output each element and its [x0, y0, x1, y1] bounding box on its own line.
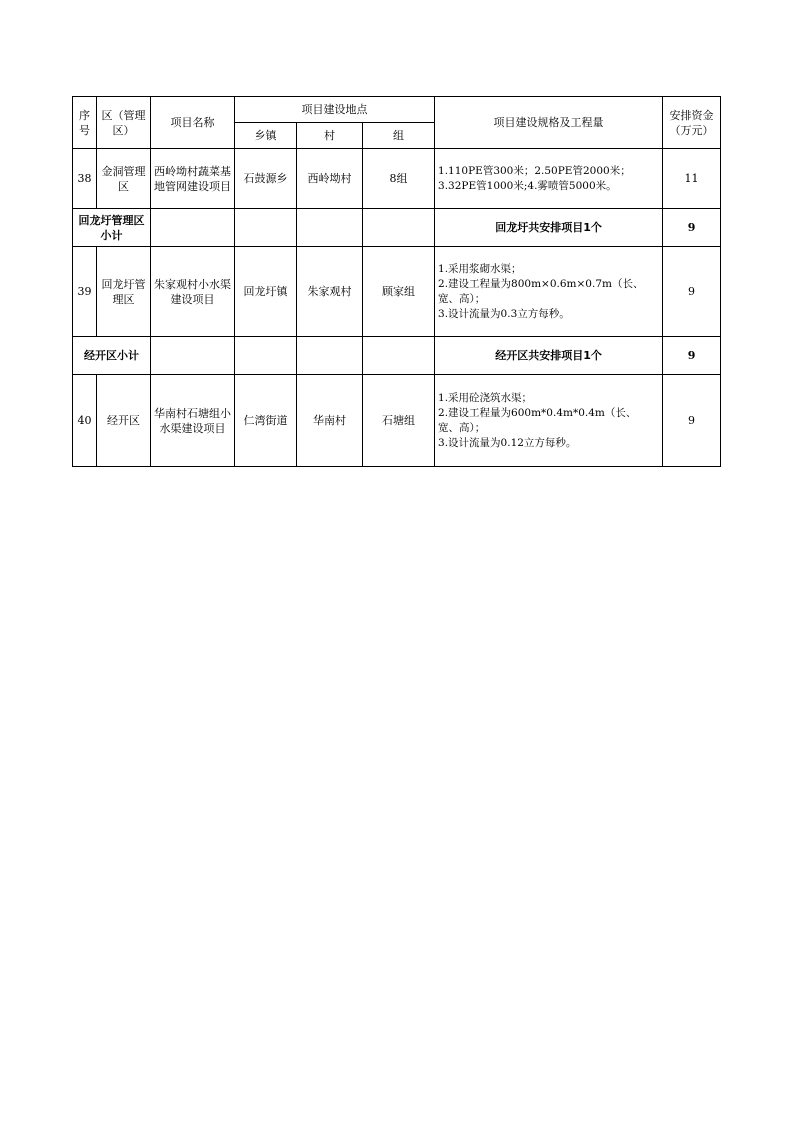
empty-cell — [363, 209, 435, 247]
spec-line: 3.设计流量为0.3立方每秒。 — [438, 307, 570, 320]
header-row-1 — [73, 97, 721, 123]
header-spec: 项目建设规格及工程量 — [435, 97, 663, 149]
header-location: 项目建设地点 — [235, 97, 435, 123]
empty-cell — [235, 337, 297, 375]
subtotal-row — [73, 209, 721, 247]
funds-cell: 11 — [663, 149, 721, 209]
empty-cell — [151, 209, 235, 247]
header-township: 乡镇 — [235, 123, 297, 149]
spec-line: 宽、高）； — [438, 292, 486, 305]
township-cell: 回龙圩镇 — [235, 247, 297, 337]
empty-cell — [297, 337, 363, 375]
table-row — [73, 375, 721, 467]
spec-cell — [435, 149, 663, 209]
subtotal-row — [73, 337, 721, 375]
funds-cell: 9 — [663, 247, 721, 337]
header-group: 组 — [363, 123, 435, 149]
village-cell: 西岭坳村 — [297, 149, 363, 209]
spec-line: 3.设计流量为0.12立方每秒。 — [438, 436, 577, 449]
spec-cell — [435, 375, 663, 467]
spec-line: 2.建设工程量为600m*0.4m*0.4m（长、 — [438, 406, 637, 419]
spec-line: 1.采用浆砌水渠； — [438, 262, 522, 275]
group-cell: 石塘组 — [363, 375, 435, 467]
project-name-cell: 华南村石塘组小水渠建设项目 — [151, 375, 235, 467]
header-funds: 安排资金（万元） — [663, 97, 721, 149]
empty-cell — [235, 209, 297, 247]
seq-cell: 39 — [73, 247, 97, 337]
subtotal-summary: 回龙圩共安排项目1个 — [435, 209, 663, 247]
village-cell: 华南村 — [297, 375, 363, 467]
project-name-cell: 朱家观村小水渠建设项目 — [151, 247, 235, 337]
spec-line: 3.32PE管1000米;4.雾喷管5000米。 — [438, 179, 617, 192]
spec-line: 1.采用砼浇筑水渠； — [438, 391, 533, 404]
subtotal-label: 回龙圩管理区小计 — [73, 209, 151, 247]
township-cell: 仁湾街道 — [235, 375, 297, 467]
table-row — [73, 149, 721, 209]
district-cell: 金洞管理区 — [97, 149, 151, 209]
spec-cell — [435, 247, 663, 337]
spec-line: 宽、高）； — [438, 421, 486, 434]
village-cell: 朱家观村 — [297, 247, 363, 337]
district-cell: 经开区 — [97, 375, 151, 467]
header-seq: 序号 — [73, 97, 97, 149]
project-name-cell: 西岭坳村蔬菜基地管网建设项目 — [151, 149, 235, 209]
township-cell: 石鼓源乡 — [235, 149, 297, 209]
subtotal-label: 经开区小计 — [73, 337, 151, 375]
empty-cell — [297, 209, 363, 247]
subtotal-funds: 9 — [663, 209, 721, 247]
seq-cell: 40 — [73, 375, 97, 467]
table-row — [73, 247, 721, 337]
subtotal-funds: 9 — [663, 337, 721, 375]
project-table — [72, 96, 721, 467]
header-district: 区（管理区） — [97, 97, 151, 149]
funds-cell: 9 — [663, 375, 721, 467]
spec-line: 2.建设工程量为800m×0.6m×0.7m（长、 — [438, 277, 644, 290]
subtotal-summary: 经开区共安排项目1个 — [435, 337, 663, 375]
spec-line: 1.110PE管300米；2.50PE管2000米； — [438, 164, 631, 177]
group-cell: 顾家组 — [363, 247, 435, 337]
district-cell: 回龙圩管理区 — [97, 247, 151, 337]
seq-cell: 38 — [73, 149, 97, 209]
empty-cell — [151, 337, 235, 375]
header-village: 村 — [297, 123, 363, 149]
header-project-name: 项目名称 — [151, 97, 235, 149]
empty-cell — [363, 337, 435, 375]
group-cell: 8组 — [363, 149, 435, 209]
